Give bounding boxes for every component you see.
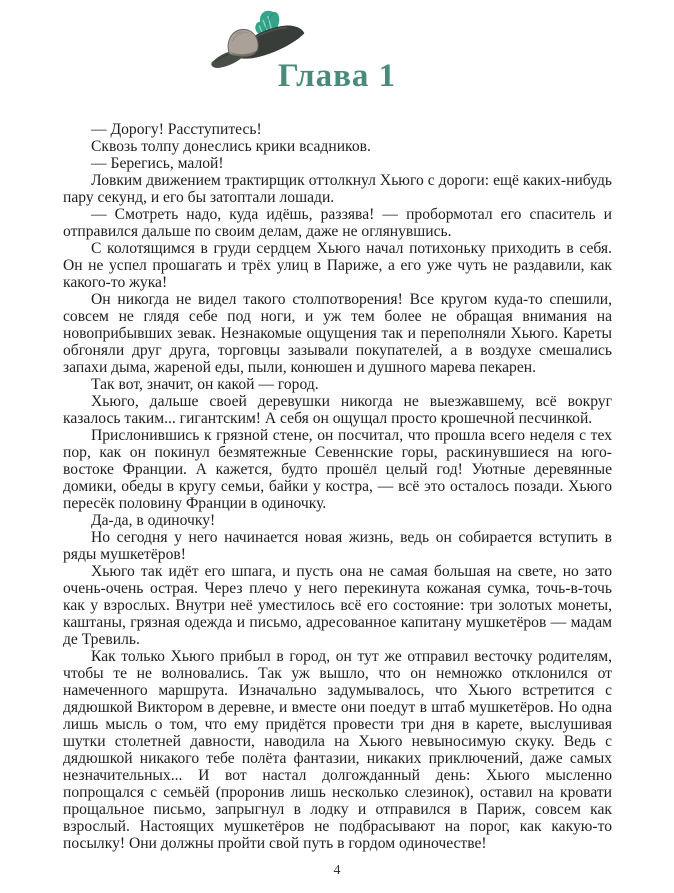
paragraph: Хьюго так идёт его шпага, и пусть она не самая большая на свете, но зато очень-очень острая. Через плечо у него перекинута кожаная сумка, точь-в-точь как у взрослых. Внутри неё уместилось всё его состояние: три золотых монеты, каштаны, грязная одежда и письмо, адресованное капитану мушкетёров — мадам де Тревиль.	[63, 563, 612, 648]
page-footer	[0, 861, 674, 879]
chapter-header	[0, 0, 674, 116]
paragraph: Прислонившись к грязной стене, он посчитал, что прошла всего неделя с тех пор, как он покинул безмятежные Севеннские горы, раскинувшиеся на юго-востоке Франции. А кажется, будто прошёл целый год! Уютные деревянные домики, обеды в кругу семьи, байки у костра, — всё это осталось позади. Хьюго пересёк половину Франции в одиночку.	[63, 427, 612, 512]
paragraph: С колотящимся в груди сердцем Хьюго начал потихоньку приходить в себя. Он не успел прошагать и трёх улиц в Париже, а его уже чуть не раздавили, как какого-то жука!	[63, 240, 612, 291]
chapter-title: Глава 1	[277, 58, 397, 94]
paragraph: Как только Хьюго прибыл в город, он тут же отправил весточку родителям, чтобы те не волновались. Так уж вышло, что он немножко отклонился от намеченного маршрута. Изначально задумывалось, что Хьюго встретится с дядюшкой Виктором в деревне, и вместе они поедут в штаб мушкетёров. Но одна лишь мысль о том, что ему придётся провести три дня в карете, выслушивая шутки столетней давности, наводила на Хьюго невыносимую скуку. Ведь с дядюшкой никакого тебе полёта фантазии, никаких приключений, даже самых незначительных... И вот настал долгожданный день: Хьюго мысленно попрощался с семьёй (проронив лишь несколько слезинок), оставил на кровати прощальное письмо, запрыгнул в лодку и отправился в Париж, совсем как взрослый. Настоящих мушкетёров не подбрасывают на порог, как какую-то посылку! Они должны пройти свой путь в гордом одиночестве!	[63, 648, 612, 852]
paragraph: — Дорогу! Расступитесь!	[91, 121, 262, 138]
paragraph: Он никогда не видел такого столпотворения! Все кругом куда-то спешили, совсем не глядя себе под ноги, и уж тем более не обращая внимания на новоприбывших зевак. Незнакомые ощущения так и переполняли Хьюго. Кареты обгоняли друг друга, торговцы зазывали покупателей, а в воздухе смешались запахи дыма, жареной еды, пыли, конюшен и душного марева пекарен.	[63, 291, 612, 376]
page-number: 4	[333, 863, 341, 878]
paragraph: — Смотреть надо, куда идёшь, раззява! — пробормотал его спаситель и отправился дальше по своим делам, даже не оглянувшись.	[63, 206, 612, 240]
paragraph: Так вот, значит, он какой — город.	[91, 376, 319, 393]
paragraph: Сквозь толпу донеслись крики всадников.	[91, 138, 371, 155]
paragraph: Хьюго, дальше своей деревушки никогда не выезжавшему, всё вокруг казалось таким... гигантским! А себя он ощущал просто крошечной песчинкой.	[63, 393, 612, 427]
paragraph: Да-да, в одиночку!	[91, 512, 216, 529]
paragraph: Ловким движением трактирщик оттолкнул Хьюго с дороги: ещё каких-нибудь пару секунд, и его бы затоптали лошади.	[63, 172, 612, 206]
body-text	[63, 116, 612, 852]
paragraph: Но сегодня у него начинается новая жизнь, ведь он собирается вступить в ряды мушкетёров!	[63, 529, 612, 563]
paragraph: — Берегись, малой!	[91, 155, 224, 172]
